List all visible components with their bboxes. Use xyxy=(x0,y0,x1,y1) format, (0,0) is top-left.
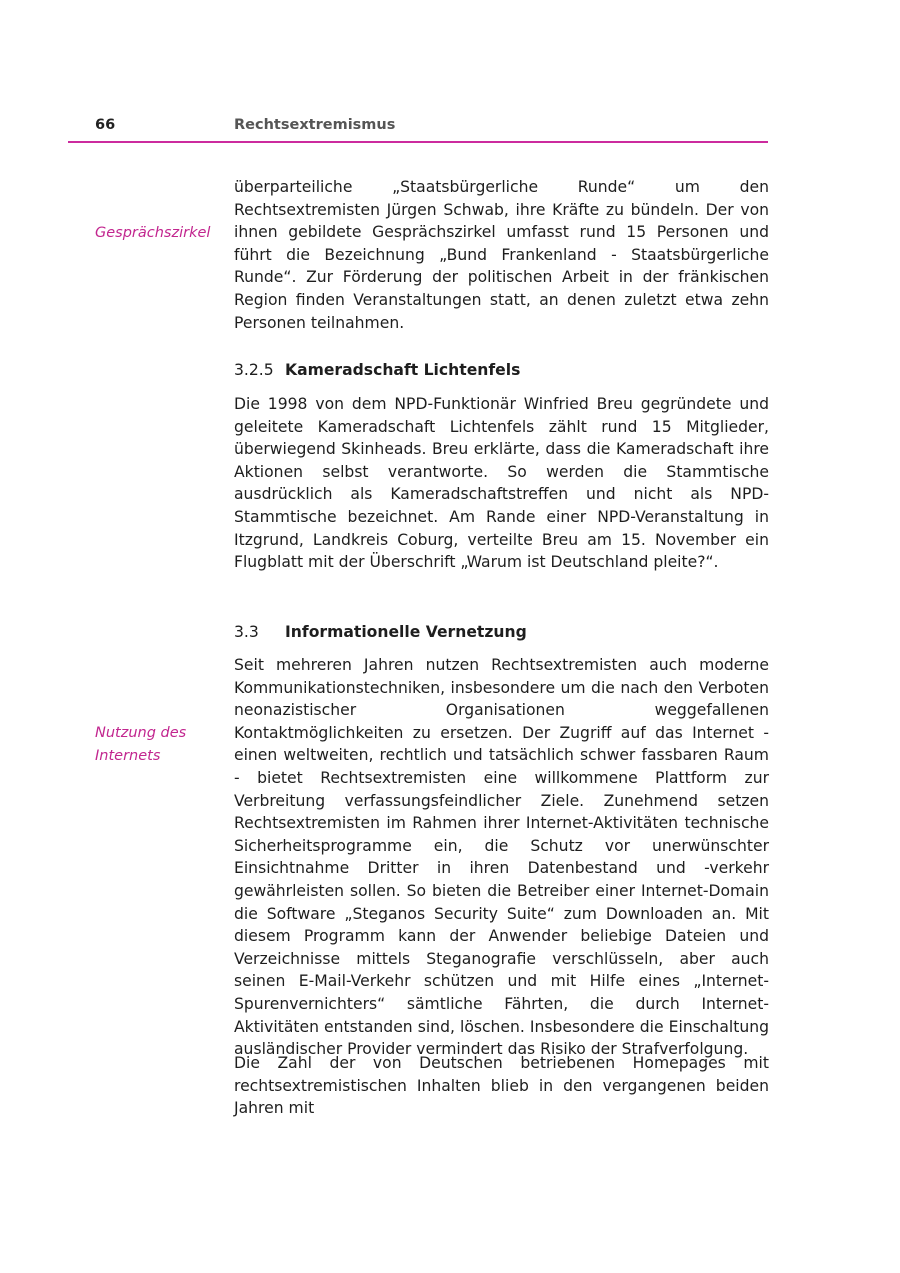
running-title: Rechtsextremismus xyxy=(234,117,396,133)
section-title: Kameradschaft Lichtenfels xyxy=(285,361,521,379)
section-number: 3.2.5 xyxy=(234,361,274,379)
margin-note-nutzung-des-internets: Nutzung des Internets xyxy=(95,725,187,764)
section-heading-informationelle-vernetzung xyxy=(234,621,527,643)
paragraph-staatsbuergerliche-runde: überparteiliche „Staatsbürgerliche Runde“ um den Rechtsextremisten Jürgen Schwab, ihre Kräfte zu bündeln. Der von ihnen gebildete Gesprächszirkel umfasst rund 15 Personen und führt die Bezeichnung „Bund Frankenland - Staatsbürgerliche Runde“. Zur Förderung der politischen Arbeit in der fränkischen Region finden Veranstaltungen statt, an denen zuletzt etwa zehn Personen teilnahmen. xyxy=(234,178,769,332)
page-number: 66 xyxy=(95,117,116,133)
paragraph-homepages: Die Zahl der von Deutschen betriebenen Homepages mit rechtsextremistischen Inhalten blieb in den vergangenen beiden Jahren mit xyxy=(234,1054,769,1118)
section-title: Informationelle Vernetzung xyxy=(285,623,527,641)
paragraph-kameradschaft-lichtenfels: Die 1998 von dem NPD-Funktionär Winfried Breu gegründete und geleitete Kameradschaft Lichtenfels zählt rund 15 Mitglieder, überwiegend Skinheads. Breu erklärte, dass die Kameradschaft ihre Aktionen selbst verantworte. So werden die Stammtische ausdrücklich als Kameradschaftstreffen und nicht als NPD-Stammtische bezeichnet. Am Rande einer NPD-Veranstaltung in Itzgrund, Landkreis Coburg, verteilte Breu am 15. November ein Flugblatt mit der Überschrift „Warum ist Deutschland pleite?“. xyxy=(234,395,769,572)
margin-note-gespraechszirkel: Gesprächszirkel xyxy=(95,225,211,241)
header-rule xyxy=(68,141,768,143)
section-number: 3.3 xyxy=(234,623,259,641)
paragraph-informationelle-vernetzung: Seit mehreren Jahren nutzen Rechtsextremisten auch moderne Kommunikationstechniken, insbesondere um die nach den Verboten neonazistischer Organisationen weggefallenen Kontaktmöglichkeiten zu ersetzen. Der Zugriff auf das Internet - einen weltweiten, rechtlich und tatsächlich schwer fassbaren Raum - bietet Rechtsextremisten eine willkommene Plattform zur Verbreitung verfassungsfeindlicher Ziele. Zunehmend setzen Rechtsextremisten im Rahmen ihrer Internet-Aktivitäten technische Sicherheitsprogramme ein, die Schutz vor unerwünschter Einsichtnahme Dritter in ihren Datenbestand und -verkehr gewährleisten sollen. So bieten die Betreiber einer Internet-Domain die Software „Steganos Security Suite“ zum Downloaden an. Mit diesem Programm kann der Anwender beliebige Dateien und Verzeichnisse mittels Steganografie verschlüsseln, aber auch seinen E-Mail-Verkehr schützen und mit Hilfe eines „Internet-Spurenvernichters“ sämtliche Fährten, die durch Internet-Aktivitäten entstanden sind, löschen. Insbesondere die Einschaltung ausländischer Provider vermindert das Risiko der Strafverfolgung. xyxy=(234,656,769,1059)
section-heading-kameradschaft-lichtenfels xyxy=(234,359,520,381)
